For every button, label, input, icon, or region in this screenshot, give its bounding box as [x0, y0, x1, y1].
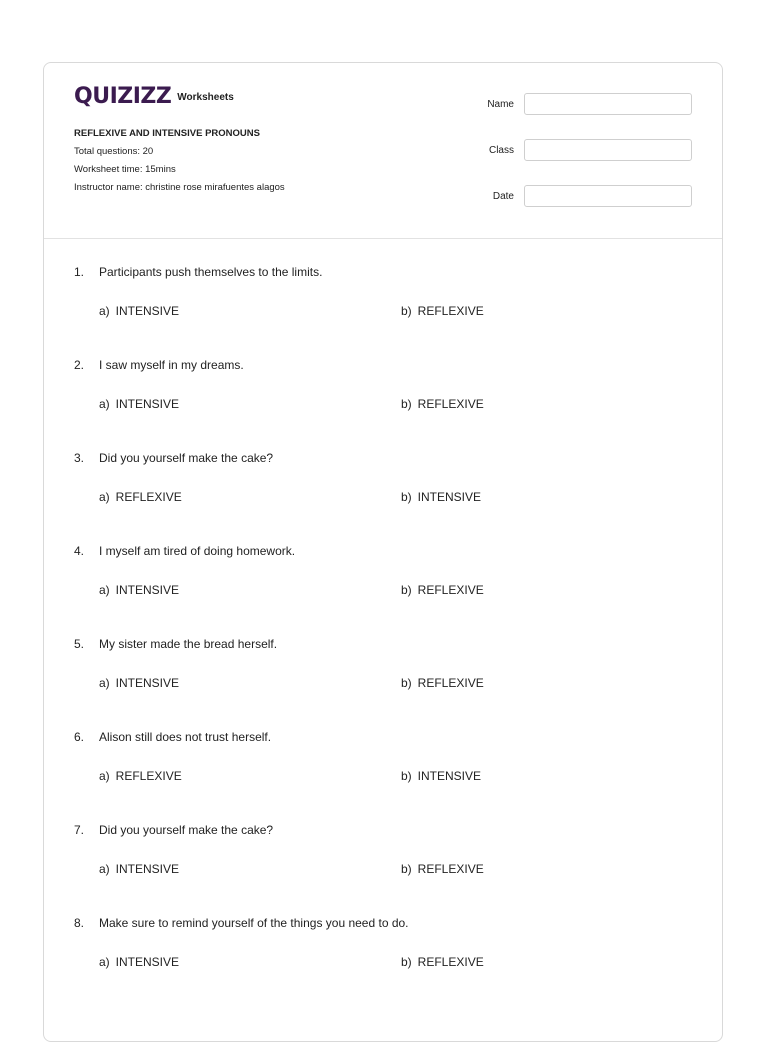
date-field[interactable] [524, 185, 692, 207]
option-letter: b) [401, 955, 412, 969]
option-letter: a) [99, 862, 110, 876]
question-text: My sister made the bread herself. [99, 637, 278, 651]
option-text: INTENSIVE [417, 769, 482, 783]
option-letter: a) [99, 676, 110, 690]
question-text: Alison still does not trust herself. [99, 730, 272, 744]
option-text: INTENSIVE [115, 304, 180, 318]
answer-option-a[interactable] [99, 862, 179, 876]
logo-subtitle: Worksheets [177, 92, 234, 103]
question-text: Did you yourself make the cake? [99, 451, 274, 465]
question-item [74, 358, 694, 411]
worksheet-meta [74, 125, 304, 196]
option-letter: b) [401, 397, 412, 411]
option-text: INTENSIVE [417, 490, 482, 504]
question-item [74, 265, 694, 318]
option-letter: a) [99, 583, 110, 597]
option-text: INTENSIVE [115, 862, 180, 876]
question-item [74, 823, 694, 876]
name-label: Name [487, 98, 514, 110]
option-letter: a) [99, 769, 110, 783]
quizizz-logo [74, 85, 234, 109]
answer-option-a[interactable] [99, 676, 179, 690]
question-text: Participants push themselves to the limits. [99, 265, 323, 279]
question-item [74, 544, 694, 597]
name-field[interactable] [524, 93, 692, 115]
option-letter: a) [99, 490, 110, 504]
question-number: 6. [74, 730, 85, 744]
option-letter: b) [401, 862, 412, 876]
question-number: 4. [74, 544, 85, 558]
question-number: 8. [74, 916, 85, 930]
question-text: Did you yourself make the cake? [99, 823, 274, 837]
worksheet-header [44, 63, 722, 239]
option-text: REFLEXIVE [417, 304, 484, 318]
option-letter: b) [401, 769, 412, 783]
option-letter: b) [401, 583, 412, 597]
answer-option-a[interactable] [99, 304, 179, 318]
option-letter: a) [99, 397, 110, 411]
name-field-row [474, 93, 692, 115]
class-label: Class [488, 144, 514, 156]
question-item [74, 916, 694, 969]
answer-option-a[interactable] [99, 397, 179, 411]
question-text: Make sure to remind yourself of the things you need to do. [99, 916, 409, 930]
option-text: REFLEXIVE [417, 955, 484, 969]
option-letter: b) [401, 490, 412, 504]
answer-option-b[interactable] [401, 397, 484, 411]
instructor-name: Instructor name: christine rose mirafuentes alagos [74, 182, 285, 193]
answer-option-a[interactable] [99, 769, 182, 783]
question-item [74, 637, 694, 690]
option-text: REFLEXIVE [115, 769, 182, 783]
option-text: REFLEXIVE [417, 397, 484, 411]
logo-wordmark: QUIZIZZ [74, 84, 172, 109]
class-field[interactable] [524, 139, 692, 161]
worksheet-time: Worksheet time: 15mins [74, 164, 176, 175]
question-number: 1. [74, 265, 85, 279]
question-item [74, 730, 694, 783]
question-number: 7. [74, 823, 85, 837]
option-letter: b) [401, 304, 412, 318]
answer-option-a[interactable] [99, 955, 179, 969]
option-text: REFLEXIVE [417, 583, 484, 597]
question-number: 3. [74, 451, 85, 465]
question-text: I saw myself in my dreams. [99, 358, 244, 372]
option-text: INTENSIVE [115, 676, 180, 690]
option-text: REFLEXIVE [417, 676, 484, 690]
question-number: 5. [74, 637, 85, 651]
option-text: INTENSIVE [115, 397, 180, 411]
answer-option-b[interactable] [401, 490, 481, 504]
option-text: REFLEXIVE [115, 490, 182, 504]
worksheet [43, 62, 723, 1042]
class-field-row [474, 139, 692, 161]
answer-option-b[interactable] [401, 955, 484, 969]
question-number: 2. [74, 358, 85, 372]
answer-option-b[interactable] [401, 769, 481, 783]
date-label: Date [492, 190, 514, 202]
total-questions: Total questions: 20 [74, 146, 154, 157]
question-text: I myself am tired of doing homework. [99, 544, 296, 558]
option-text: REFLEXIVE [417, 862, 484, 876]
option-letter: a) [99, 304, 110, 318]
question-item [74, 451, 694, 504]
answer-option-b[interactable] [401, 583, 484, 597]
option-letter: b) [401, 676, 412, 690]
answer-option-b[interactable] [401, 676, 484, 690]
option-text: INTENSIVE [115, 955, 180, 969]
answer-option-b[interactable] [401, 862, 484, 876]
answer-option-b[interactable] [401, 304, 484, 318]
option-letter: a) [99, 955, 110, 969]
answer-option-a[interactable] [99, 583, 179, 597]
date-field-row [474, 185, 692, 207]
worksheet-title: REFLEXIVE AND INTENSIVE PRONOUNS [74, 128, 260, 139]
answer-option-a[interactable] [99, 490, 182, 504]
option-text: INTENSIVE [115, 583, 180, 597]
